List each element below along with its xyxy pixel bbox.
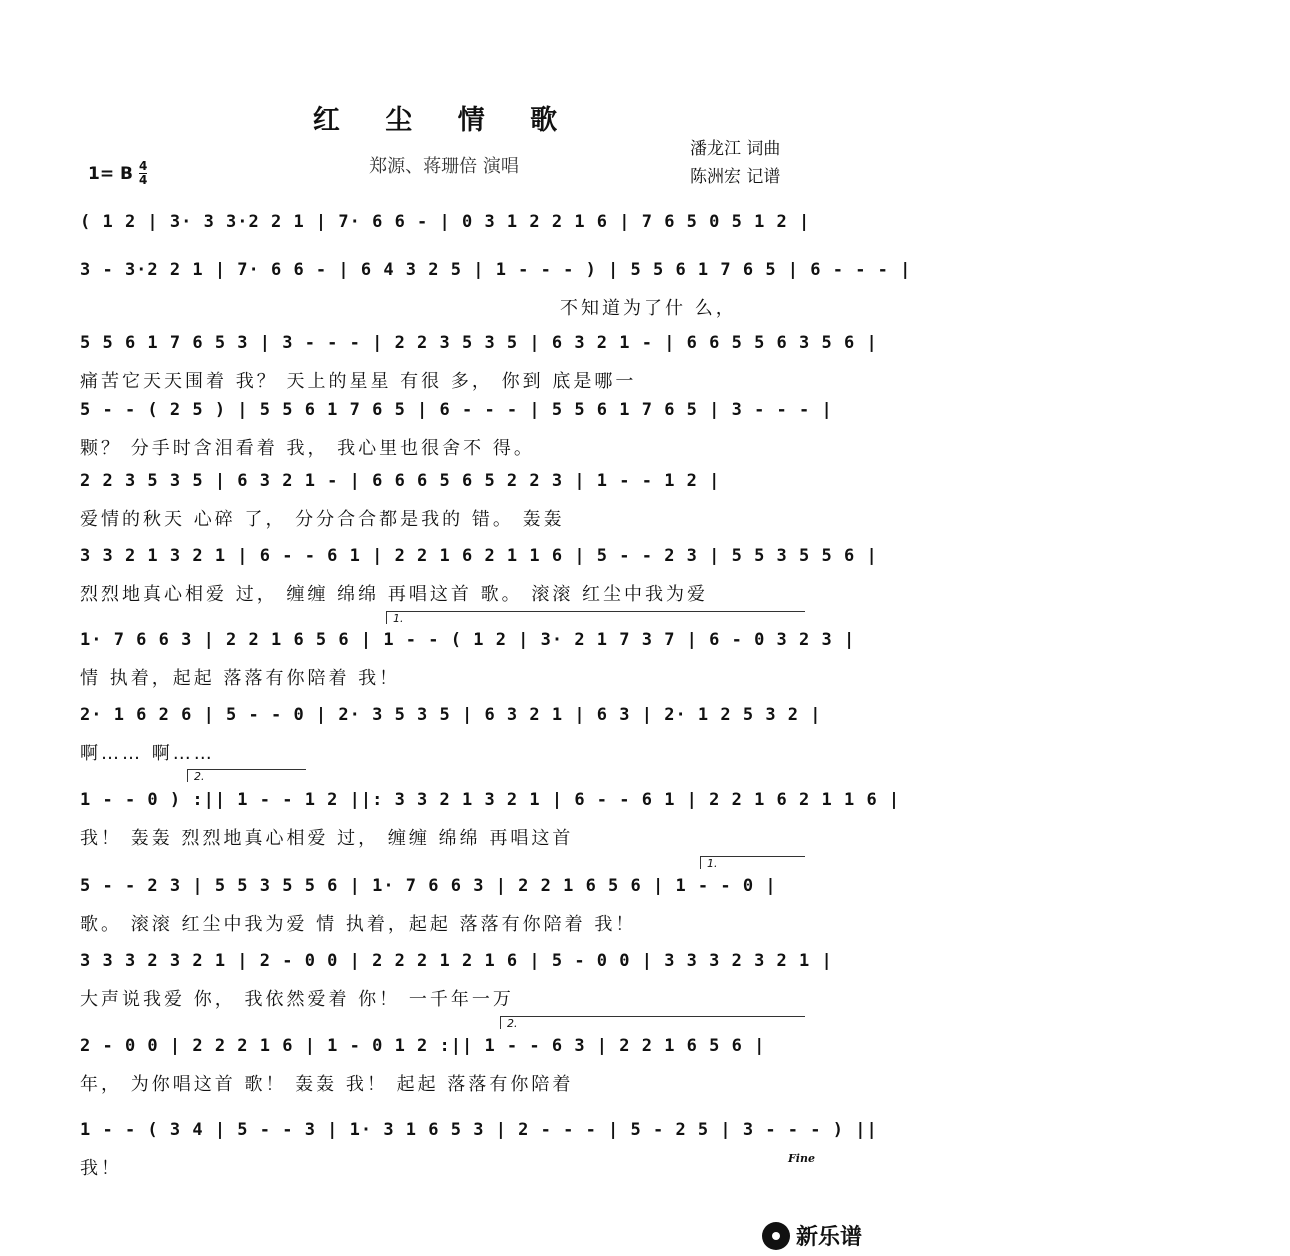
lyric-line: 啊…… 啊…… (80, 743, 215, 764)
singers: 郑源、蒋珊倍 演唱 (369, 156, 519, 177)
ending-label: 1. (393, 612, 404, 625)
notation-line: 3 3 3 2 3 2 1 | 2 - 0 0 | 2 2 2 1 2 1 6 | 5 - 0 0 | 3 3 3 2 3 2 1 | (80, 951, 833, 971)
lyric-line: 烈烈地真心相爱 过， 缠缠 绵绵 再唱这首 歌。 滚滚 红尘中我为爱 (80, 584, 709, 605)
notation-line: 1 - - 0 ) :|| 1 - - 1 2 ||: 3 3 2 1 3 2 1 | 6 - - 6 1 | 2 2 1 6 2 1 1 6 | (80, 790, 901, 810)
ending-label: 2. (507, 1017, 518, 1030)
time-bottom: 4 (138, 173, 148, 187)
key-label: 1= B (88, 163, 133, 184)
notation-line: 3 3 2 1 3 2 1 | 6 - - 6 1 | 2 2 1 6 2 1 1 6 | 5 - - 2 3 | 5 5 3 5 5 6 | (80, 546, 878, 566)
fine-marking: Fine (788, 1152, 815, 1165)
ending-bracket (700, 856, 805, 869)
lyric-line: 我！ 轰轰 烈烈地真心相爱 过， 缠缠 绵绵 再唱这首 (80, 828, 574, 849)
lyric-line: 痛苦它天天围着 我？ 天上的星星 有很 多， 你到 底是哪一 (80, 371, 637, 392)
disc-icon (762, 1222, 790, 1250)
lyric-line: 年， 为你唱这首 歌！ 轰轰 我！ 起起 落落有你陪着 (80, 1074, 574, 1095)
lyric-line: 歌。 滚滚 红尘中我为爱 情 执着，起起 落落有你陪着 我！ (80, 914, 637, 935)
notation-line: 5 - - 2 3 | 5 5 3 5 5 6 | 1· 7 6 6 3 | 2 2 1 6 5 6 | 1 - - 0 | (80, 876, 777, 896)
notation-line: ( 1 2 | 3· 3 3·2 2 1 | 7· 6 6 - | 0 3 1 2 2 1 6 | 7 6 5 0 5 1 2 | (80, 212, 811, 232)
ending-label: 2. (194, 770, 205, 783)
lyric-line: 颗？ 分手时含泪看着 我， 我心里也很舍不 得。 (80, 438, 535, 459)
lyric-line: 爱情的秋天 心碎 了， 分分合合都是我的 错。 轰轰 (80, 509, 565, 530)
song-title: 红 尘 情 歌 (312, 105, 576, 136)
credit-transcriber: 陈洲宏 记谱 (690, 167, 781, 187)
notation-line: 1 - - ( 3 4 | 5 - - 3 | 1· 3 1 6 5 3 | 2 - - - | 5 - 2 5 | 3 - - - ) || (80, 1120, 878, 1140)
notation-line: 5 - - ( 2 5 ) | 5 5 6 1 7 6 5 | 6 - - - | 5 5 6 1 7 6 5 | 3 - - - | (80, 400, 833, 420)
notation-line: 2 2 3 5 3 5 | 6 3 2 1 - | 6 6 6 5 6 5 2 2 3 | 1 - - 1 2 | (80, 471, 721, 491)
ending-bracket (386, 611, 805, 624)
credit-lyrics-music: 潘龙江 词曲 (690, 139, 781, 159)
lyric-line: 情 执着，起起 落落有你陪着 我！ (80, 668, 401, 689)
ending-bracket (500, 1016, 805, 1029)
lyric-line: 我！ (80, 1158, 122, 1179)
lyric-line: 不知道为了什 么， (560, 298, 737, 319)
ending-bracket (187, 769, 306, 782)
notation-line: 5 5 6 1 7 6 5 3 | 3 - - - | 2 2 3 5 3 5 | 6 3 2 1 - | 6 6 5 5 6 3 5 6 | (80, 333, 878, 353)
logo-text: 新乐谱 (796, 1225, 863, 1250)
time-top: 4 (138, 159, 148, 173)
notation-line: 3 - 3·2 2 1 | 7· 6 6 - | 6 4 3 2 5 | 1 - - - ) | 5 5 6 1 7 6 5 | 6 - - - | (80, 260, 912, 280)
ending-label: 1. (707, 857, 718, 870)
notation-line: 1· 7 6 6 3 | 2 2 1 6 5 6 | 1 - - ( 1 2 | 3· 2 1 7 3 7 | 6 - 0 3 2 3 | (80, 630, 856, 650)
notation-line: 2· 1 6 2 6 | 5 - - 0 | 2· 3 5 3 5 | 6 3 2 1 | 6 3 | 2· 1 2 5 3 2 | (80, 705, 822, 725)
lyric-line: 大声说我爱 你， 我依然爱着 你！ 一千年一万 (80, 989, 514, 1010)
notation-line: 2 - 0 0 | 2 2 2 1 6 | 1 - 0 1 2 :|| 1 - - 6 3 | 2 2 1 6 5 6 | (80, 1036, 766, 1056)
site-logo (762, 1220, 862, 1251)
